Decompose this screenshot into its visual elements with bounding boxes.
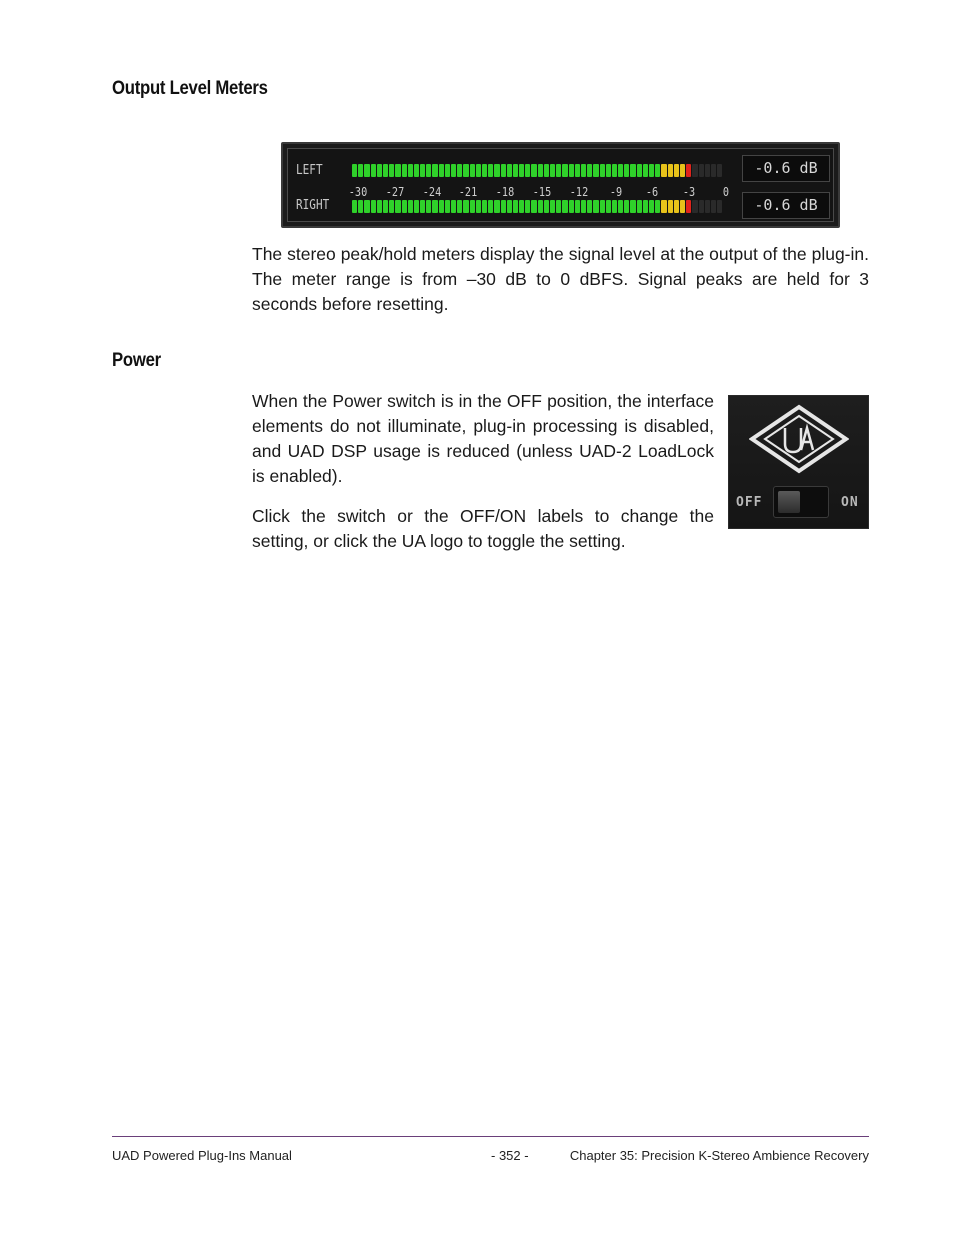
meter-segment	[507, 200, 512, 213]
meter-segment	[612, 200, 617, 213]
power-switch-image	[728, 395, 869, 529]
meters-description: The stereo peak/hold meters display the signal level at the output of the plug-in. The meter range is from –30 dB to 0 dBFS. Signal peaks are held for 3 seconds before resetting.	[252, 244, 869, 314]
meter-segment	[661, 164, 666, 177]
meter-segment	[383, 164, 388, 177]
meter-segment	[705, 164, 710, 177]
meter-segment	[717, 200, 722, 213]
meter-segment	[575, 164, 580, 177]
meter-segment	[470, 164, 475, 177]
meter-scale-tick: -30	[348, 185, 368, 199]
meter-segment	[606, 200, 611, 213]
meter-segment	[674, 164, 679, 177]
meter-segment	[562, 200, 567, 213]
meter-segment	[556, 200, 561, 213]
meter-segment	[494, 164, 499, 177]
meter-segment	[618, 200, 623, 213]
meter-segment	[699, 200, 704, 213]
meter-segment	[668, 164, 673, 177]
meter-segment	[432, 200, 437, 213]
meter-segment	[612, 164, 617, 177]
meter-segment	[364, 200, 369, 213]
meter-segment	[457, 164, 462, 177]
meter-segment	[581, 164, 586, 177]
meter-segment	[507, 164, 512, 177]
meter-segment	[364, 164, 369, 177]
meter-segment	[501, 164, 506, 177]
meter-segment	[649, 200, 654, 213]
power-off-label[interactable]: OFF	[736, 495, 763, 510]
left-channel-label: LEFT	[296, 163, 323, 178]
meter-segment	[593, 200, 598, 213]
meter-segment	[389, 200, 394, 213]
power-instructions: Click the switch or the OFF/ON labels to change the setting, or click the UA logo to toggle the setting.	[252, 506, 714, 551]
meter-segment	[569, 200, 574, 213]
meter-segment	[550, 200, 555, 213]
meter-segment	[550, 164, 555, 177]
meter-segment	[482, 200, 487, 213]
meter-segment	[600, 164, 605, 177]
meter-scale-tick: -9	[609, 185, 622, 199]
meter-segment	[637, 200, 642, 213]
meter-segment	[476, 164, 481, 177]
meter-scale-tick: -12	[569, 185, 589, 199]
meter-segment	[668, 200, 673, 213]
footer-manual-title: UAD Powered Plug-Ins Manual	[112, 1148, 292, 1163]
meter-segment	[661, 200, 666, 213]
meter-segment	[377, 200, 382, 213]
left-level-meter	[352, 164, 722, 177]
meter-segment	[674, 200, 679, 213]
meter-segment	[488, 164, 493, 177]
meter-segment	[358, 200, 363, 213]
meter-segment	[395, 164, 400, 177]
meter-segment	[439, 164, 444, 177]
meter-segment	[544, 200, 549, 213]
meter-segment	[463, 200, 468, 213]
power-switch-knob	[778, 491, 800, 513]
meter-segment	[389, 164, 394, 177]
meter-segment	[426, 164, 431, 177]
meter-scale-tick: -18	[495, 185, 515, 199]
meter-segment	[581, 200, 586, 213]
meter-segment	[488, 200, 493, 213]
meter-segment	[655, 200, 660, 213]
meter-segment	[630, 164, 635, 177]
meter-segment	[383, 200, 388, 213]
meter-segment	[377, 164, 382, 177]
meter-segment	[420, 164, 425, 177]
meter-segment	[680, 200, 685, 213]
meter-segment	[692, 164, 697, 177]
meter-scale	[344, 185, 740, 201]
meter-segment	[618, 164, 623, 177]
meter-segment	[692, 200, 697, 213]
footer-divider	[112, 1136, 869, 1137]
meter-segment	[717, 164, 722, 177]
meter-segment	[482, 164, 487, 177]
meter-segment	[606, 164, 611, 177]
meter-segment	[556, 164, 561, 177]
meter-segment	[352, 200, 357, 213]
output-level-meters-image	[281, 142, 840, 228]
meter-segment	[680, 164, 685, 177]
right-peak-readout: -0.6 dB	[742, 192, 830, 219]
meter-scale-tick: -15	[532, 185, 552, 199]
meter-segment	[402, 164, 407, 177]
meter-segment	[494, 200, 499, 213]
meter-segment	[414, 200, 419, 213]
meter-scale-tick: -24	[422, 185, 441, 199]
right-level-meter	[352, 200, 722, 213]
meter-segment	[358, 164, 363, 177]
meter-segment	[630, 200, 635, 213]
meter-segment	[501, 200, 506, 213]
meter-segment	[643, 164, 648, 177]
meter-segment	[531, 200, 536, 213]
meter-segment	[699, 164, 704, 177]
meter-segment	[705, 200, 710, 213]
power-on-label[interactable]: ON	[841, 495, 859, 510]
meter-segment	[451, 200, 456, 213]
meter-segment	[624, 200, 629, 213]
meter-scale-tick: -21	[459, 185, 478, 199]
meter-segment	[513, 164, 518, 177]
meter-scale-tick: 0	[722, 185, 730, 199]
meter-segment	[439, 200, 444, 213]
meter-segment	[371, 200, 376, 213]
meter-segment	[711, 200, 716, 213]
meter-segment	[544, 164, 549, 177]
meter-segment	[655, 164, 660, 177]
meter-segment	[624, 164, 629, 177]
meter-segment	[408, 164, 413, 177]
meter-scale-tick: -6	[646, 185, 659, 199]
meter-segment	[470, 200, 475, 213]
meter-segment	[451, 164, 456, 177]
meter-segment	[525, 164, 530, 177]
meter-segment	[463, 164, 468, 177]
meter-segment	[371, 164, 376, 177]
meter-segment	[538, 164, 543, 177]
meter-segment	[395, 200, 400, 213]
meter-segment	[414, 164, 419, 177]
meter-segment	[538, 200, 543, 213]
meter-segment	[457, 200, 462, 213]
meter-scale-tick: -27	[385, 185, 405, 199]
right-channel-label: RIGHT	[296, 198, 330, 213]
meter-segment	[352, 164, 357, 177]
meter-segment	[587, 200, 592, 213]
meter-segment	[711, 164, 716, 177]
meter-segment	[649, 164, 654, 177]
meter-segment	[587, 164, 592, 177]
footer-page-number: - 352 -	[491, 1148, 529, 1163]
meter-segment	[476, 200, 481, 213]
meter-segment	[569, 164, 574, 177]
section-heading-output-level-meters: Output Level Meters	[112, 78, 268, 99]
ua-logo-icon[interactable]	[749, 404, 849, 474]
meter-segment	[445, 200, 450, 213]
meter-segment	[643, 200, 648, 213]
section-heading-power: Power	[112, 350, 161, 371]
meter-scale-tick: -3	[683, 185, 696, 199]
meter-segment	[637, 164, 642, 177]
power-switch[interactable]	[773, 486, 829, 518]
meter-segment	[408, 200, 413, 213]
meter-segment	[519, 164, 524, 177]
meter-segment	[531, 164, 536, 177]
meter-segment	[686, 164, 691, 177]
meter-segment	[519, 200, 524, 213]
meter-segment	[513, 200, 518, 213]
power-description: When the Power switch is in the OFF position, the interface elements do not illuminate, plug-in processing is disabled, and UAD DSP usage is reduced (unless UAD-2 LoadLock is enabled).	[252, 391, 714, 486]
meter-segment	[402, 200, 407, 213]
meter-segment	[445, 164, 450, 177]
meter-frame	[287, 148, 834, 222]
meter-segment	[562, 164, 567, 177]
meter-segment	[600, 200, 605, 213]
meter-segment	[575, 200, 580, 213]
meter-segment	[420, 200, 425, 213]
meter-segment	[593, 164, 598, 177]
meter-segment	[525, 200, 530, 213]
footer-chapter-title: Chapter 35: Precision K-Stereo Ambience Recovery	[569, 1148, 869, 1163]
left-peak-readout: -0.6 dB	[742, 155, 830, 182]
meter-segment	[432, 164, 437, 177]
meter-segment	[686, 200, 691, 213]
meter-segment	[426, 200, 431, 213]
